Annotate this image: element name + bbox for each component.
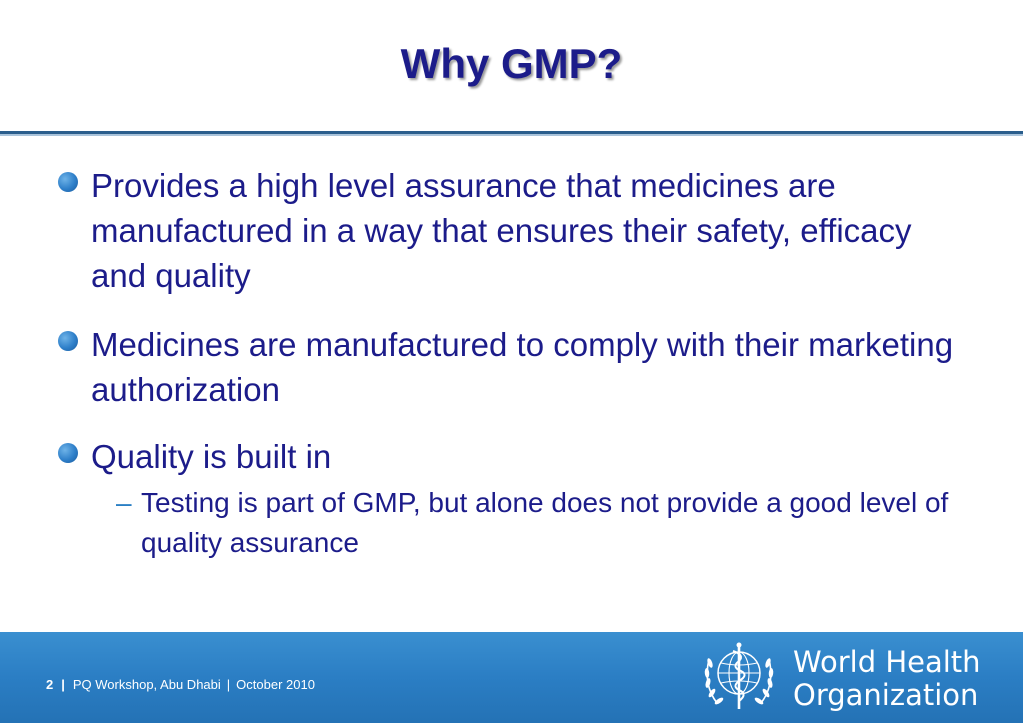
title-divider-shadow — [0, 134, 1023, 136]
bullet-dot-icon — [58, 443, 78, 463]
org-line-1: World Health — [793, 645, 981, 679]
page-number: 2 — [46, 677, 54, 692]
footer-separator: | — [61, 677, 65, 692]
bullet-item — [58, 322, 958, 412]
bullet-dot-icon — [58, 172, 78, 192]
slide-title: Why GMP? — [400, 40, 623, 87]
bullet-dot-icon — [58, 331, 78, 351]
bullet-item — [58, 434, 958, 479]
footer-date: October 2010 — [236, 677, 315, 692]
footer-event: PQ Workshop, Abu Dhabi — [72, 677, 221, 692]
organization-name — [793, 646, 981, 712]
bullet-item — [58, 163, 958, 298]
bullet-list — [58, 163, 958, 563]
footer-info — [46, 677, 315, 692]
sub-bullet-item — [116, 483, 958, 563]
dash-icon: – — [116, 487, 132, 518]
bullet-text: Medicines are manufactured to comply with their marketing authorization — [91, 326, 954, 408]
bullet-text: Quality is built in — [91, 438, 332, 475]
sub-bullet-text: Testing is part of GMP, but alone does not provide a good level of quality assurance — [141, 487, 949, 558]
bullet-text: Provides a high level assurance that medicines are manufactured in a way that ensures their safety, efficacy and quality — [91, 167, 912, 294]
footer-separator: | — [226, 677, 231, 692]
org-line-2: Organization — [793, 678, 979, 712]
who-emblem-icon — [697, 637, 781, 717]
